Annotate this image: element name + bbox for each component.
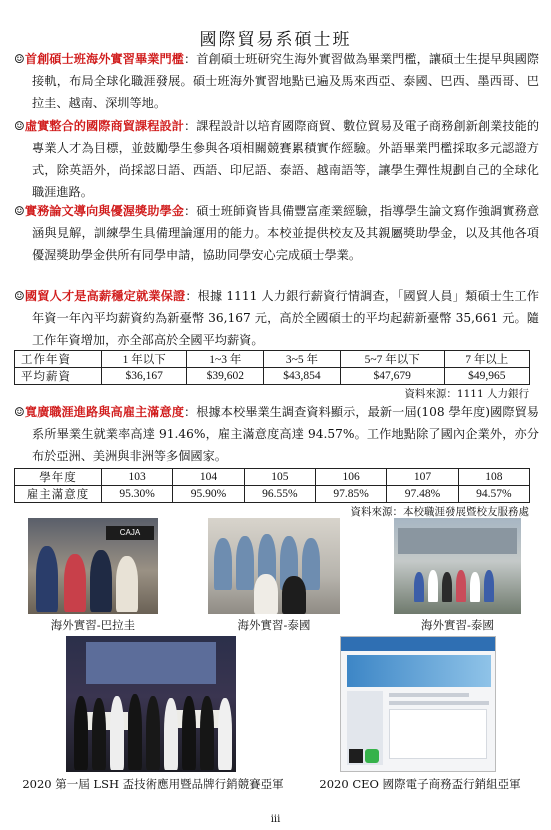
section-heading: 虛實整合的國際商貿課程設計	[24, 119, 184, 133]
person-figure	[414, 572, 424, 602]
photo-caption: 2020 第一屆 LSH 盃技術應用暨品牌行銷競賽亞軍	[22, 777, 284, 791]
person-figure	[36, 546, 58, 612]
smile-icon: ☺	[14, 119, 25, 133]
web-banner	[347, 655, 491, 687]
section-body: ：根據本校畢業生調查資料顯示，最新一屆(108 學年度)國際貿易系所畢業生就業率高達 91.46%，雇主滿意度高達 94.57%。工作地點除了國內企業外，亦分布於亞洲、美洲與非洲等多個國家。	[32, 405, 539, 463]
page-number: iii	[270, 814, 281, 825]
table-cell: 105	[244, 469, 315, 486]
event-banner	[86, 642, 216, 684]
photo-internship-thailand-1	[208, 518, 340, 614]
section-course-design	[14, 115, 539, 203]
photo-internship-thailand-2	[394, 518, 521, 614]
person-figure	[236, 536, 254, 590]
building-backdrop	[398, 528, 517, 554]
photo-caption: 海外實習-巴拉圭	[50, 618, 136, 632]
table-row-label: 學年度	[15, 469, 102, 486]
section-heading: 實務論文導向與優渥獎助學金	[24, 204, 184, 218]
person-figure	[302, 538, 320, 590]
caja-sign: CAJA	[106, 526, 154, 540]
table-cell: 97.85%	[315, 486, 386, 503]
person-figure	[218, 698, 232, 770]
page-title: 國際貿易系碩士班	[199, 30, 352, 50]
person-figure	[470, 572, 480, 602]
table-row	[15, 351, 530, 368]
section-body: ：碩士班師資皆具備豐富產業經驗，指導學生論文寫作強調實務意涵與見解，訓練學生具備理論運用的能力。本校並提供校友及其親屬獎助學金，以及其他各項優渥獎助學金供所有同學申請，協助同學安心完成碩士學業。	[32, 204, 540, 262]
person-figure	[128, 694, 142, 770]
photo-caption: 海外實習-泰國	[421, 618, 494, 632]
web-text-line	[389, 701, 489, 705]
web-text-line	[389, 693, 469, 697]
smile-icon: ☺	[14, 405, 25, 419]
table-row	[15, 368, 530, 385]
person-figure	[254, 574, 278, 614]
table-row-label: 工作年資	[15, 351, 102, 368]
web-award-list	[389, 709, 487, 759]
photo-internship-paraguay	[28, 518, 158, 614]
table-cell: 97.48%	[387, 486, 458, 503]
table-cell: 95.90%	[173, 486, 244, 503]
table-row	[15, 469, 530, 486]
section-thesis-scholarship	[14, 200, 539, 266]
person-figure	[74, 696, 88, 770]
person-figure	[282, 576, 306, 614]
satisfaction-source: 資料來源：本校職涯發展暨校友服務處	[350, 506, 529, 518]
person-figure	[146, 696, 160, 770]
section-heading: 首創碩士班海外實習畢業門檻	[24, 52, 184, 66]
table-row	[15, 486, 530, 503]
section-career-satisfaction	[14, 401, 539, 467]
smile-icon: ☺	[14, 52, 25, 66]
table-cell: 3~5 年	[264, 351, 341, 368]
person-figure	[64, 554, 86, 612]
table-cell: 104	[173, 469, 244, 486]
table-cell: 107	[387, 469, 458, 486]
section-overseas-internship	[14, 48, 539, 114]
table-cell: 7 年以上	[444, 351, 530, 368]
table-cell: 108	[458, 469, 529, 486]
table-cell: 106	[315, 469, 386, 486]
table-cell: 96.55%	[244, 486, 315, 503]
person-figure	[92, 698, 106, 770]
satisfaction-table	[14, 468, 530, 503]
smile-icon: ☺	[14, 204, 25, 218]
table-cell: $36,167	[102, 368, 187, 385]
salary-table	[14, 350, 530, 385]
table-cell: 95.30%	[102, 486, 173, 503]
table-cell: $49,965	[444, 368, 530, 385]
photo-lsh-cup-award	[66, 636, 236, 772]
table-cell: 103	[102, 469, 173, 486]
section-body: ：首創碩士班研究生海外實習做為畢業門檻，讓碩士生提早與國際接軌，布局全球化職涯發展。碩士班海外實習地點已遍及馬來西亞、泰國、巴西、墨西哥、巴拉圭、越南、深圳等地。	[32, 52, 540, 110]
line-app-icon	[365, 749, 379, 763]
person-figure	[200, 696, 214, 770]
photo-ceo-cup-screenshot	[340, 636, 496, 772]
person-figure	[428, 570, 438, 602]
person-figure	[116, 556, 138, 612]
section-body: ：課程設計以培育國際商貿、數位貿易及電子商務創新創業技能的專業人才為目標，並鼓勵學生參與各項相關競賽累積實作經驗。外語畢業門檻採取多元認證方式，除英語外，尚採認日語、西語、印尼語、泰語、越南語等，讓學生彈性規劃自己的全球化職涯進路。	[32, 119, 540, 199]
smile-icon: ☺	[14, 289, 25, 303]
table-cell: $39,602	[187, 368, 264, 385]
person-figure	[110, 696, 124, 770]
person-figure	[442, 572, 452, 602]
person-figure	[90, 550, 112, 612]
table-cell: 94.57%	[458, 486, 529, 503]
section-employment-salary	[14, 285, 539, 351]
section-heading: 國貿人才是高薪穩定就業保證	[24, 289, 186, 303]
section-heading: 寬廣職涯進路與高雇主滿意度	[24, 405, 184, 419]
salary-source: 資料來源：1111 人力銀行	[404, 388, 529, 400]
table-cell: 1~3 年	[187, 351, 264, 368]
web-header-bar	[341, 637, 496, 651]
section-body: ：根據 1111 人力銀行薪資行情調查，「國貿人員」類碩士生工作年資一年內平均薪資約為新臺幣 36,167 元，高於全國碩士的平均起薪新臺幣 35,661 元。隨工作年資增加，亦全部高於全國平均薪資。	[32, 289, 539, 347]
table-cell: 5~7 年以下	[340, 351, 444, 368]
table-cell: 1 年以下	[102, 351, 187, 368]
table-row-label: 平均薪資	[15, 368, 102, 385]
person-figure	[182, 696, 196, 770]
person-figure	[214, 538, 232, 590]
person-figure	[164, 698, 178, 770]
photo-caption: 2020 CEO 國際電子商務盃行銷組亞軍	[319, 777, 521, 791]
photo-caption: 海外實習-泰國	[237, 618, 311, 632]
person-figure	[456, 570, 466, 602]
person-figure	[484, 570, 494, 602]
table-row-label: 雇主滿意度	[15, 486, 102, 503]
qr-code-icon	[349, 749, 363, 763]
table-cell: $43,854	[264, 368, 341, 385]
table-cell: $47,679	[340, 368, 444, 385]
